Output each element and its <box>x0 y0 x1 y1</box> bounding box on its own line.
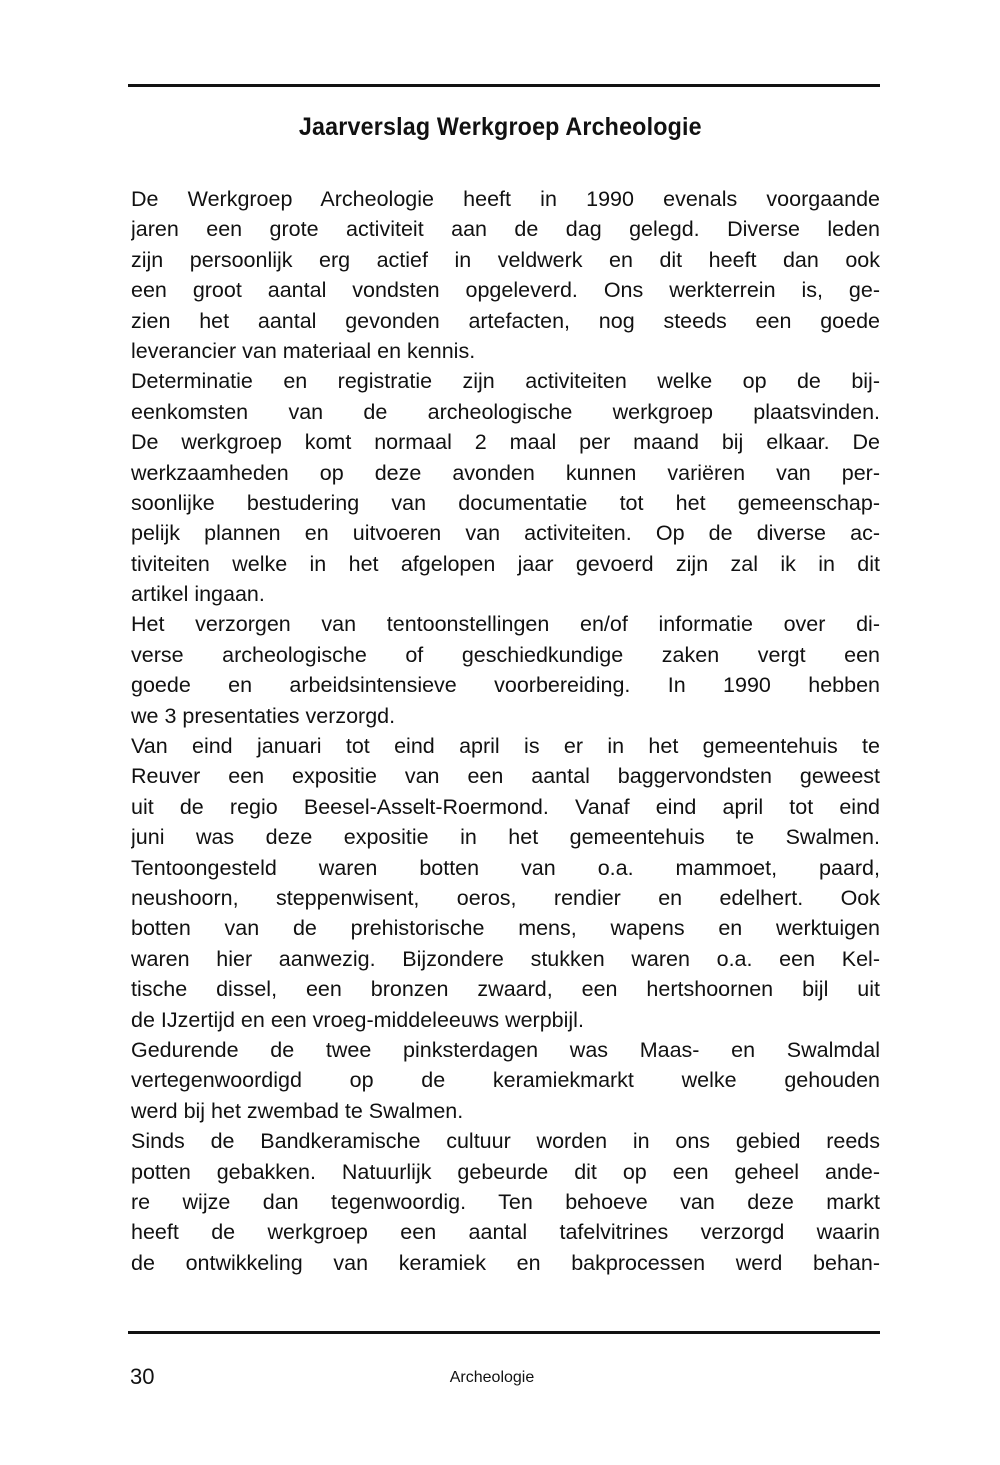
text-line: leverancier van materiaal en kennis. <box>131 338 476 363</box>
text-line: goede en arbeidsintensieve voorbereiding. In 1990 hebben <box>131 673 880 698</box>
text-line: juni was deze expositie in het gemeentehuis te Swalmen. <box>131 825 880 850</box>
header-rule <box>128 84 880 87</box>
text-line: potten gebakken. Natuurlijk gebeurde dit op een geheel ande- <box>131 1159 880 1184</box>
text-line: we 3 presentaties verzorgd. <box>131 703 396 728</box>
paragraph <box>131 366 880 609</box>
text-line: Determinatie en registratie zijn activiteiten welke op de bij- <box>131 369 880 394</box>
text-line: tische dissel, een bronzen zwaard, een hertshoornen bijl uit <box>131 977 880 1002</box>
text-line: Gedurende de twee pinksterdagen was Maas- en Swalmdal <box>131 1037 880 1062</box>
text-line: uit de regio Beesel-Asselt-Roermond. Vanaf eind april tot eind <box>131 794 880 819</box>
text-line: De Werkgroep Archeologie heeft in 1990 evenals voorgaande <box>131 187 880 211</box>
text-line: tiviteiten welke in het afgelopen jaar gevoerd zijn zal ik in dit <box>131 551 880 576</box>
text-line: vertegenwoordigd op de keramiekmarkt welke gehouden <box>131 1068 880 1093</box>
text-line: Van eind januari tot eind april is er in het gemeentehuis te <box>131 734 880 759</box>
text-line: Tentoongesteld waren botten van o.a. mammoet, paard, <box>131 855 880 880</box>
paragraph <box>131 731 880 1035</box>
text-line: Sinds de Bandkeramische cultuur worden in ons gebied reeds <box>131 1129 880 1154</box>
footer-section-title: Archeologie <box>449 1369 535 1386</box>
text-line: artikel ingaan. <box>131 582 265 607</box>
text-line: eenkomsten van de archeologische werkgroep plaatsvinden. <box>131 399 880 424</box>
text-line: jaren een grote activiteit aan de dag gelegd. Diverse leden <box>131 217 880 242</box>
article-body <box>131 184 880 1278</box>
text-line: zijn persoonlijk erg actief in veldwerk en dit heeft dan ook <box>131 247 880 272</box>
text-line: neushoorn, steppenwisent, oeros, rendier en edelhert. Ook <box>131 885 880 910</box>
paragraph <box>131 1126 880 1278</box>
text-line: re wijze dan tegenwoordig. Ten behoeve van deze markt <box>131 1189 880 1214</box>
text-line: pelijk plannen en uitvoeren van activiteiten. Op de diverse ac- <box>131 521 880 546</box>
text-line: verse archeologische of geschiedkundige zaken vergt een <box>131 642 880 667</box>
page-number: 30 <box>130 1364 155 1389</box>
text-line: De werkgroep komt normaal 2 maal per maand bij elkaar. De <box>131 430 880 455</box>
text-line: zien het aantal gevonden artefacten, nog steeds een goede <box>131 308 880 333</box>
text-line: soonlijke bestudering van documentatie tot het gemeenschap- <box>131 490 880 515</box>
text-line: waren hier aanwezig. Bijzondere stukken waren o.a. een Kel- <box>131 946 880 971</box>
text-line: de ontwikkeling van keramiek en bakprocessen werd behan- <box>131 1250 880 1275</box>
paragraph <box>131 1035 880 1126</box>
text-line: werd bij het zwembad te Swalmen. <box>131 1098 464 1123</box>
text-line: Reuver een expositie van een aantal baggervondsten geweest <box>131 764 880 789</box>
paragraph <box>131 609 880 731</box>
footer-rule <box>128 1331 880 1334</box>
text-line: heeft de werkgroep een aantal tafelvitrines verzorgd waarin <box>131 1220 880 1245</box>
text-line: een groot aantal vondsten opgeleverd. Ons werkterrein is, ge- <box>131 278 880 303</box>
text-line: werkzaamheden op deze avonden kunnen variëren van per- <box>131 460 880 485</box>
paragraph <box>131 184 880 366</box>
page-title: Jaarverslag Werkgroep Archeologie <box>298 113 702 141</box>
text-line: botten van de prehistorische mens, wapens en werktuigen <box>131 916 880 941</box>
text-line: Het verzorgen van tentoonstellingen en/of informatie over di- <box>131 612 880 637</box>
text-line: de IJzertijd en een vroeg-middeleeuws werpbijl. <box>131 1007 584 1032</box>
